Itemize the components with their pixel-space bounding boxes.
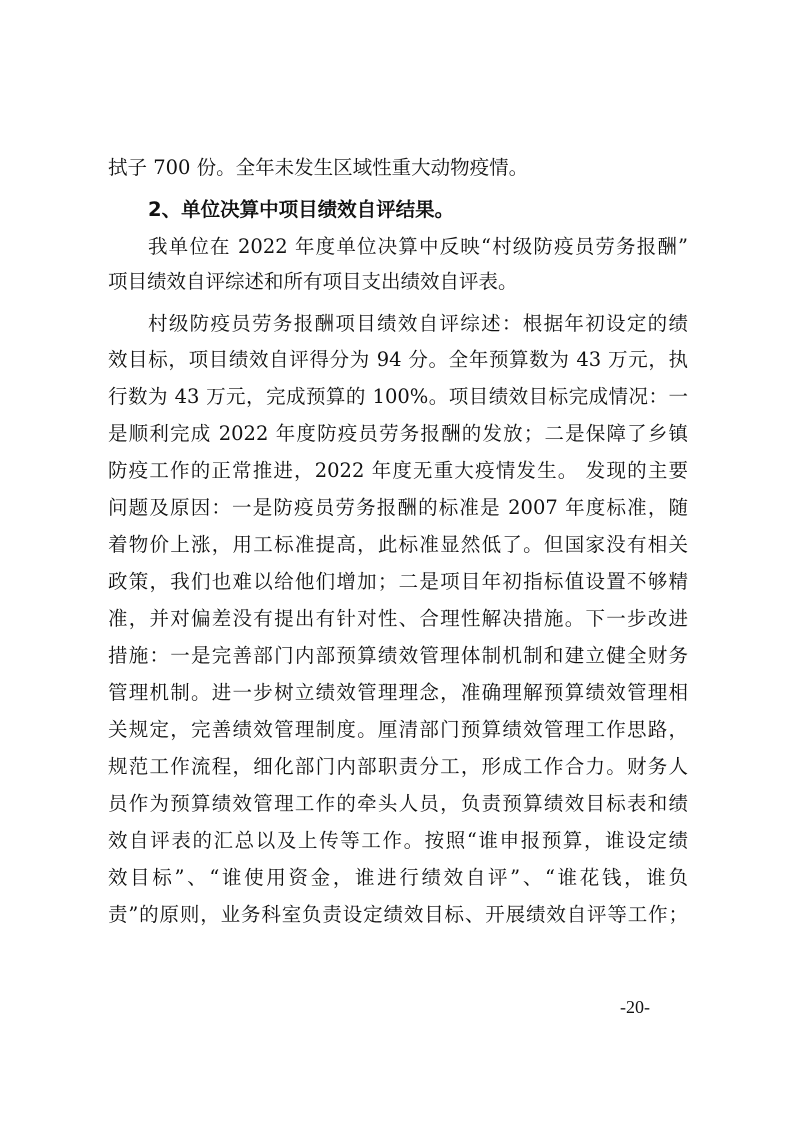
paragraph-line: 政策，我们也难以给他们增加；二是项目年初指标值设置不够精 [108,570,688,593]
paragraph-line: 措施：一是完善部门内部预算绩效管理体制机制和建立健全财务 [108,644,688,667]
paragraph-line: 问题及原因：一是防疫员劳务报酬的标准是 2007 年度标准，随 [108,496,688,519]
paragraph-line: 关规定，完善绩效管理制度。厘清部门预算绩效管理工作思路， [108,718,688,741]
paragraph-line: 村级防疫员劳务报酬项目绩效自评综述：根据年初设定的绩 [148,312,688,335]
paragraph-line: 责”的原则，业务科室负责设定绩效目标、开展绩效自评等工作； [108,903,688,926]
paragraph-line: 效目标，项目绩效自评得分为 94 分。全年预算数为 43 万元，执 [108,348,688,371]
paragraph-line: 效自评表的汇总以及上传等工作。按照“谁申报预算，谁设定绩 [108,829,688,852]
paragraph-line: 规范工作流程，细化部门内部职责分工，形成工作合力。财务人 [108,755,688,778]
paragraph-line: 员作为预算绩效管理工作的牵头人员，负责预算绩效目标表和绩 [108,792,688,815]
page-number: -20- [620,997,650,1017]
paragraph-line: 准，并对偏差没有提出有针对性、合理性解决措施。下一步改进 [108,607,688,630]
text-line: 拭子 700 份。全年未发生区域性重大动物疫情。 [108,156,529,179]
paragraph-line: 效目标”、“谁使用资金，谁进行绩效自评”、“谁花钱，谁负 [108,866,688,889]
section-heading: 2、单位决算中项目绩效自评结果。 [148,198,455,221]
paragraph-line: 着物价上涨，用工标准提高，此标准显然低了。但国家没有相关 [108,533,688,556]
paragraph-line: 行数为 43 万元，完成预算的 100%。项目绩效目标完成情况：一 [108,385,688,408]
paragraph-line: 防疫工作的正常推进，2022 年度无重大疫情发生。 发现的主要 [108,459,688,482]
paragraph-line: 是顺利完成 2022 年度防疫员劳务报酬的发放；二是保障了乡镇 [108,422,688,445]
paragraph-line: 管理机制。进一步树立绩效管理理念，准确理解预算绩效管理相 [108,681,688,704]
paragraph-line: 项目绩效自评综述和所有项目支出绩效自评表。 [108,270,518,293]
paragraph-line: 我单位在 2022 年度单位决算中反映“村级防疫员劳务报酬” [148,235,688,258]
